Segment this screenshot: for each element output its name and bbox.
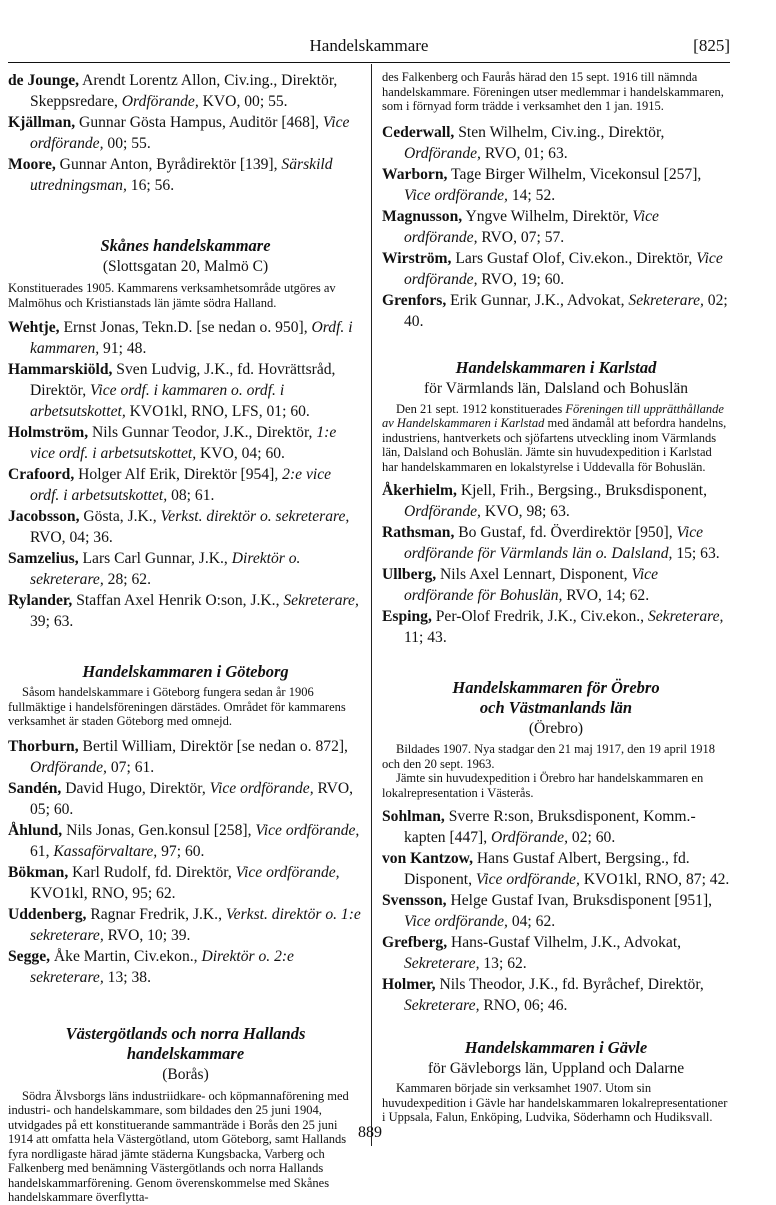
- page-header: [8, 36, 730, 58]
- list-item: Moore, Gunnar Anton, Byrådirektör [139], Särskild utredningsman, 16; 56.: [8, 156, 333, 194]
- list-item: de Jounge, Arendt Lorentz Allon, Civ.ing., Direktör, Skeppsredare, Ordförande, KVO, 00; 55.: [8, 72, 338, 110]
- page-number: 889: [358, 1124, 382, 1141]
- list-item: Warborn, Tage Birger Wilhelm, Vicekonsul [257], Vice ordförande, 14; 52.: [382, 165, 702, 204]
- list-item: Cederwall, Sten Wilhelm, Civ.ing., Direktör, Ordförande, RVO, 01; 63.: [382, 123, 665, 162]
- column-divider: [371, 64, 372, 1146]
- list-item: Holmer, Nils Theodor, J.K., fd. Byråchef, Direktör, Sekreterare, RNO, 06; 46.: [382, 976, 704, 1014]
- section-gavle: [382, 1038, 730, 1125]
- section-title: handelskammare: [126, 1043, 245, 1063]
- list-item: Holmström, Nils Gunnar Teodor, J.K., Direktör, 1:e vice ordf. i arbetsutskottet, KVO, 04; 60.: [8, 424, 337, 462]
- list-item: Jacobsson, Gösta, J.K., Verkst. direktör o. sekreterare, RVO, 04; 36.: [8, 508, 350, 546]
- list-item: Samzelius, Lars Carl Gunnar, J.K., Direktör o. sekreterare, 28; 62.: [8, 550, 301, 588]
- list-item: Bökman, Karl Rudolf, fd. Direktör, Vice ordförande, KVO1kl, RNO, 95; 62.: [8, 863, 340, 902]
- section-note: Kammaren började sin verksamhet 1907. Utom sin huvudexpedition i Gävle har handelskammaren lokalrepresentationer i Uppsala, Falun, Enköping, Ludvika, Söderhamn och Hudiksvall.: [382, 1081, 728, 1124]
- list-item: Rylander, Staffan Axel Henrik O:son, J.K., Sekreterare, 39; 63.: [8, 592, 359, 630]
- section-note: Bildades 1907. Nya stadgar den 21 maj 1917, den 19 april 1918 och den 20 sept. 1963.: [382, 742, 716, 771]
- section-karlstad: [382, 358, 730, 649]
- section-subtitle: (Slottsgatan 20, Malmö C): [102, 258, 269, 275]
- section-title: Handelskammaren i Göteborg: [82, 662, 289, 681]
- running-title: Handelskammare: [309, 36, 429, 55]
- list-item: von Kantzow, Hans Gustaf Albert, Bergsing., fd. Disponent, Vice ordförande, KVO1kl, RNO, 87; 42.: [382, 850, 730, 888]
- section-subtitle: för Värmlands län, Dalsland och Bohuslän: [423, 379, 689, 397]
- section-note: Jämte sin huvudexpedition i Örebro har handelskammaren en lokalrepresentation i Västerås.: [382, 771, 704, 800]
- left-column: [8, 70, 363, 1205]
- list-item: Rathsman, Bo Gustaf, fd. Överdirektör [950], Vice ordförande för Värmlands län o. Dalsland, 15; 63.: [382, 524, 720, 562]
- list-item: Ullberg, Nils Axel Lennart, Disponent, Vice ordförande för Bohuslän, RVO, 14; 62.: [382, 566, 659, 604]
- section-note: Södra Älvsborgs läns industriidkare- och köpmannaförening med industri- och handelskammare, som bildades den 25 juni 1904, utvidgades på ett konstituerande sammanträde i Borås den 25 juni 1914 att omfatta hela Västergötland, utom Göteborg, samt Hallands fyra nordligaste härad jämte städerna Kungsbacka, Varberg och Falkenberg med benämning Västergötlands och norra Hallands handelskammarförening. Genom överenskommelse med Skånes handelskammare överflytta-: [8, 1088, 349, 1204]
- list-item: Uddenberg, Ragnar Fredrik, J.K., Verkst. direktör o. 1:e sekreterare, RVO, 10; 39.: [8, 905, 361, 944]
- section-note: des Falkenberg och Faurås härad den 15 sept. 1916 till nämnda handelskammare. Föreningen utser medlemmar i handelskammaren, som i förnyad form trädde i verksamhet den 1 jan. 1915.: [382, 70, 724, 113]
- list-item: Segge, Åke Martin, Civ.ekon., Direktör o. 2:e sekreterare, 13; 38.: [8, 947, 294, 986]
- header-rule: [8, 62, 730, 63]
- section-title: Handelskammaren i Gävle: [464, 1038, 648, 1057]
- list-item: Svensson, Helge Gustaf Ivan, Bruksdisponent [951], Vice ordförande, 04; 62.: [382, 892, 713, 930]
- section-orebro: [382, 678, 730, 1016]
- section-skanes: [8, 236, 363, 632]
- section-subtitle: för Gävleborgs län, Uppland och Dalarne: [427, 1060, 685, 1077]
- section-title: Handelskammaren i Karlstad: [455, 357, 657, 377]
- section-title: Skånes handelskammare: [100, 236, 271, 255]
- section-vastergotland: [8, 1024, 363, 1205]
- entry-list: [8, 70, 363, 196]
- section-note: Den 21 sept. 1912 konstituerades Föreningen till upprätthållande av Handelskammaren i Karlstad med ändamål att befordra handelns, industriens, hantverkets och sjöfartens utveckling inom Värmlands län, Dalsland och Bohuslän. Jämte sin huvudexpedition i Karlstad har handelskammaren en lokalstyrelse i Uddevalla för Bohuslän.: [382, 401, 727, 474]
- bracket-page-number: [825]: [693, 36, 730, 55]
- list-item: Sandén, David Hugo, Direktör, Vice ordförande, RVO, 05; 60.: [8, 779, 354, 818]
- list-item: Wehtje, Ernst Jonas, Tekn.D. [se nedan o. 950], Ordf. i kammaren, 91; 48.: [8, 319, 353, 357]
- section-title: och Västmanlands län: [479, 698, 633, 717]
- list-item: Hammarskiöld, Sven Ludvig, J.K., fd. Hovrättsråd, Direktör, Vice ordf. i kammaren o. ordf. i arbetsutskottet, KVO1kl, RNO, LFS, 01; 60.: [8, 361, 336, 420]
- section-title: Västergötlands och norra Hallands: [65, 1023, 306, 1043]
- list-item: Grefberg, Hans-Gustaf Vilhelm, J.K., Advokat, Sekreterare, 13; 62.: [382, 934, 682, 972]
- section-note: Konstituerades 1905. Kammarens verksamhetsområde utgöres av Malmöhus och Kristianstads län jämte södra Halland.: [8, 281, 336, 310]
- list-item: Åhlund, Nils Jonas, Gen.konsul [258], Vice ordförande, 61, Kassaförvaltare, 97; 60.: [8, 821, 360, 860]
- list-item: Esping, Per-Olof Fredrik, J.K., Civ.ekon., Sekreterare, 11; 43.: [382, 608, 724, 646]
- list-item: Sohlman, Sverre R:son, Bruksdisponent, Komm.-kapten [447], Ordförande, 02; 60.: [382, 808, 696, 846]
- list-item: Magnusson, Yngve Wilhelm, Direktör, Vice ordförande, RVO, 07; 57.: [382, 207, 659, 246]
- list-item: Crafoord, Holger Alf Erik, Direktör [954], 2:e vice ordf. i arbetsutskottet, 08; 61.: [8, 466, 332, 504]
- section-title: Handelskammaren för Örebro: [452, 678, 660, 697]
- entry-list: [382, 122, 730, 332]
- right-column: [382, 70, 730, 1125]
- list-item: Wirström, Lars Gustaf Olof, Civ.ekon., Direktör, Vice ordförande, RVO, 19; 60.: [382, 249, 723, 288]
- section-note: Såsom handelskammare i Göteborg fungera sedan år 1906 fullmäktige i handelsföreningen därstädes. Området för kammarens verksamhet är staden Göteborg med omnejd.: [8, 685, 346, 728]
- section-subtitle: (Örebro): [528, 720, 584, 737]
- section-subtitle: (Borås): [162, 1065, 209, 1083]
- list-item: Kjällman, Gunnar Gösta Hampus, Auditör [468], Vice ordförande, 00; 55.: [8, 114, 350, 152]
- list-item: Grenfors, Erik Gunnar, J.K., Advokat, Sekreterare, 02; 40.: [382, 291, 728, 330]
- list-item: Åkerhielm, Kjell, Frih., Bergsing., Bruksdisponent, Ordförande, KVO, 98; 63.: [382, 482, 708, 520]
- section-goteborg: [8, 662, 363, 988]
- list-item: Thorburn, Bertil William, Direktör [se nedan o. 872], Ordförande, 07; 61.: [8, 737, 348, 776]
